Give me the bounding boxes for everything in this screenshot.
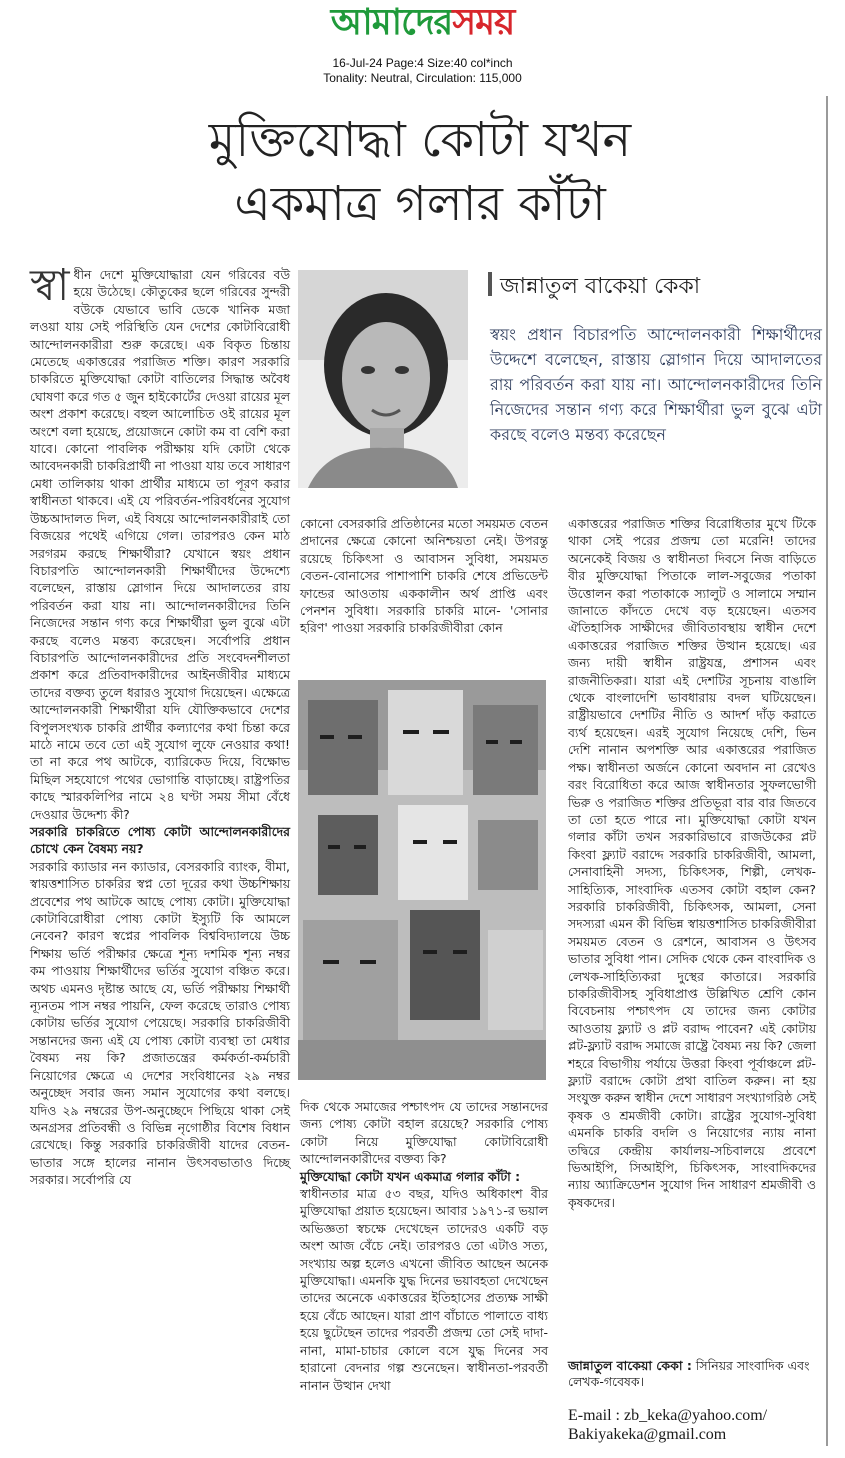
- byline-bar: [488, 272, 492, 296]
- byline-author: জান্নাতুল বাকেয়া কেকা: [500, 274, 701, 299]
- clipping-meta-line2: Tonality: Neutral, Circulation: 115,000: [323, 71, 522, 85]
- headline-line1: মুক্তিযোদ্ধা কোটা যখন: [208, 112, 632, 168]
- author-photo: [298, 270, 468, 488]
- author-note-role: সিনিয়র সাংবাদিক এবং লেখক-গবেষক।: [568, 1358, 810, 1389]
- logo-part1: আমাদের: [330, 2, 453, 43]
- faces-illustration: [298, 680, 546, 1080]
- article-illustration: [298, 680, 546, 1080]
- col1-paragraph-1: ধীন দেশে মুক্তিযোদ্ধারা যেন গরিবের বউ হয়ে উঠেছে। কৌতুকের ছলে গরিবের সুন্দরী বউকে যেভাবে ভাবি ডেকে খানিক মজা লওয়া যায় সেই পরিস্থিতি যেন দেশের কোটাবিরোধী আন্দোলনকারীরা শুরু করেছে। এক বিকৃত চিন্তায় মেতেছে একাত্তরের পরাজিত শক্তি। কারণ সরকারি চাকরিতে মুক্তিযোদ্ধা কোটা বাতিলের সিদ্ধান্ত অবৈধ ঘোষণা করে গত ৫ জুন হাইকোর্টের দেওয়া রায়ের মূল অংশ প্রকাশ করেছে। বহুল আলোচিত ওই রায়ের মূল অংশে বলা হয়েছে, প্রয়োজনে কোটা কম বা বেশি করা যাবে। কোনো পাবলিক পরীক্ষায় যদি কোটা থেকে আবেদনকারী চাকরিপ্রার্থী না পাওয়া যায় তবে সাধারণ মেধা তালিকায় থাকা প্রার্থীর মাধ্যমে তা পূরণ করার স্বাধীনতা থাকবে। এই যে পরিবর্তন-পরিবর্ধনের সুযোগ উচ্চআদালত দিল, এই বিষয়ে আন্দোলনকারীরাই তো বিজয়ের পথেই এগিয়ে গেল। তারপরও কেন মাঠ সরগরম করছে শিক্ষার্থীরা? যেখানে স্বয়ং প্রধান বিচারপতি আন্দোলনকারী শিক্ষার্থীদের উদ্দেশ্যে বলেছেন, রাস্তায় স্লোগান দিয়ে আদালতের রায় পরিবর্তন করা যায় না। আন্দোলনকারীদের তিনি নিজেদের সন্তান গণ্য করে শিক্ষার্থীরা ভুল বুঝে এটা করছে বলেও মন্তব্য করেছেন। সর্বোপরি প্রধান বিচারপতি আন্দোলনকারীদের প্রতি সংবেদনশীলতা প্রকাশ করে প্রতিবাদকারীদের আইনজীবীর মাধ্যমে তাদের বক্তব্য তুলে ধরারও সুযোগ দিয়েছেন। এক্ষেত্রে আন্দোলনকারী শিক্ষার্থীরা যদি যৌক্তিকভাবে দেশের বিপুলসংখ্যক চাকরি প্রার্থীর কল্যাণের কথা চিন্তা করে মাঠে নামে তবে তো এই সুযোগ লুফে নেওয়ার কথা! তা না করে পথ আটকে, ব্যারিকেড দিয়ে, বিক্ষোভ মিছিল সহযোগে পথের ভোগান্তি বাড়াচ্ছে। রাষ্ট্রপতির কাছে স্মারকলিপির নামে ২৪ ঘণ্টা সময় সীমা বেঁধে দেওয়ার উদ্দেশ্য কী?: [30, 267, 290, 822]
- col2-subheading: মুক্তিযোদ্ধা কোটা যখন একমাত্র গলার কাঁটা :: [300, 1168, 521, 1184]
- col2-paragraph-1: কোনো বেসরকারি প্রতিষ্ঠানের মতো সময়মত বেতন প্রদানের ক্ষেত্রে কোনো অনিশ্চয়তা নেই। উপরন্তু রয়েছে চিকিৎসা ও আবাসন সুবিধা, সময়মত বেতন-বোনাসের পাশাপাশি চাকরি শেষে প্রভিডেন্ট ফান্ডের আওতায় এককালীন অর্থ প্রাপ্তি এবং পেনশন সুবিধা। সরকারি চাকরি মানে- 'সোনার হরিণ' পাওয়া সরকারি চাকরিজীবীরা কোন: [300, 516, 548, 636]
- author-note-name: জান্নাতুল বাকেয়া কেকা :: [568, 1358, 692, 1373]
- column-divider: [826, 96, 828, 1446]
- article-column-3: [568, 515, 816, 1211]
- col2-paragraph-2: দিক থেকে সমাজের পশ্চাৎপদ যে তাদের সন্তানদের জন্য পোষ্য কোটা বহাল রয়েছে? সরকারি পোষ্য কোটা নিয়ে মুক্তিযোদ্ধা কোটাবিরোধী আন্দোলনকারীদের বক্তব্য কি?: [300, 1099, 548, 1167]
- clipping-meta-line1: 16-Jul-24 Page:4 Size:40 col*inch: [332, 56, 513, 70]
- pull-quote: স্বয়ং প্রধান বিচারপতি আন্দোলনকারী শিক্ষার্থীদের উদ্দেশে বলেছেন, রাস্তায় স্লোগান দিয়ে আদালতের রায় পরিবর্তন করা যায় না। আন্দোলনকারীদের তিনি নিজেদের সন্তান গণ্য করে শিক্ষার্থীরা ভুল বুঝে এটা করছে বলেও মন্তব্য করেছেন: [490, 325, 822, 444]
- drop-cap: স্বা: [30, 260, 70, 311]
- email-line2: Bakiyakeka@gmail.com: [568, 1426, 727, 1443]
- col3-paragraph-1: একাত্তরের পরাজিত শক্তির বিরোধিতার মুখে টিকে থাকা সেই পরের প্রজন্ম তো মরেনি! তাদের অনেকেই বিজয় ও স্বাধীনতা দিবসে নিজ বাড়িতে বীর মুক্তিযোদ্ধা পিতাকে লাল-সবুজের পতাকা উত্তোলন করা পতাকাকে স্যালুট ও সালামে সম্মান জানাতে কাঁদতে দেখে বড় হয়েছেন। এতসব ঐতিহাসিক সাক্ষীদের জীবিতাবস্থায় স্বাধীন দেশে একাত্তরের পরাজিত শক্তির উত্থান হয়েছে। এর জন্য দায়ী স্বাধীন রাষ্ট্রযন্ত্র, প্রশাসন এবং রাজনীতিকরা। যারা এই দেশটির সূচনায় বাঙালি থেকে বাংলাদেশি ভাবধারায় বদল ঘটিয়েছেন। রাষ্ট্রীয়ভাবে দেশটির নীতি ও আদর্শ দাঁড় করাতে ব্যর্থ হয়েছেন। এরই সুযোগ নিয়েছে দেশি, ভিন দেশি নানান অপশক্তি আর একাত্তরের পরাজিত পক্ষ। স্বাধীনতা অর্জনে কোনো অবদান না রেখেও বরং বিরোধিতা করে আজ স্বাধীনতার সুফলভোগী ভিরু ও পরাজিত শক্তির প্রতিভূরা বার বার জিতবে তা তো হতে পারে না। মুক্তিযোদ্ধা কোটা যখন গলার কাঁটা তখন সরকারিভাবে রাজউকের প্লট কিংবা ফ্ল্যাট বরাদ্দে সরকারি চাকরিজীবী, আমলা, সেনাবাহিনী সদস্য, চিকিৎসক, শিল্পী, লেখক-সাহিত্যিক, সাংবাদিক এতসব কোটা বহাল কেন? সরকারি চাকরিজীবী, চিকিৎসক, আমলা, সেনা সদস্যরা এমন কী বিভিন্ন স্বায়ত্তশাসিত চাকরিজীবীরা সময়মত বেতন ও রেশনে, আবাসন ও উৎসব ভাতার সুবিধা পান। সেদিক থেকে কেন বাংবাদিক ও লেখক-সাহিত্যিকরা দুস্থের কাতারে। সরকারি চাকরিজীবীসহ সুবিধাপ্রাপ্ত উল্লিখিত শ্রেণি কোন বিবেচনায় পশ্চাৎপদ যে তাদের জন্য কোটার আওতায় ফ্ল্যাট ও প্লট বরাদ্দ পাবেন? এই কোটায় প্লট-ফ্ল্যাট বরাদ্দ সমাজে রাষ্ট্রে বৈষম্য নয় কি? জেলা শহরে বিভাগীয় পর্যায়ে উত্তরা কিংবা পূর্বাঞ্চলে প্লট-ফ্ল্যাট বরাদ্দে কোটা প্রথা বাতিল করুন। না হয় সংযুক্ত করুন স্বাধীন দেশে সাধারণ সংখ্যাগরিষ্ঠ সেই কৃষক ও শ্রমজীবী কোটা। রাষ্ট্রের সুযোগ-সুবিধা এমনকি চাকরি বদলি ও নিয়োগের ন্যায় নানা তদ্বিরে কেন্দ্রীয় কার্যালয়-সচিবালয়ে প্রবেশে ভিআইপি, সিআইপি, চিকিৎসক, সাংবাদিকদের ন্যায় অ্যাক্রিডেশন সুযোগ দিন সাধারণ শ্রমজীবী ও কৃষকদের।: [568, 516, 816, 1210]
- author-portrait-image: [298, 270, 468, 488]
- col2-paragraph-3: স্বাধীনতার মাত্র ৫৩ বছর, যদিও অধিকাংশ বীর মুক্তিযোদ্ধা প্রয়াত হয়েছেন। আবার ১৯৭১-র ভয়াল অভিজ্ঞতা স্বচক্ষে দেখেছেন তাদেরও একটি বড় অংশ আজ বেঁচে নেই। তারপরও তো এটাও সত্য, সংখ্যায় অল্প হলেও এখনো জীবিত আছেন অনেক মুক্তিযোদ্ধা। এমনকি যুদ্ধ দিনের ভয়াবহতা দেখেছেন তাদের অনেকে একাত্তরের ইতিহাসের প্রত্যক্ষ সাক্ষী হয়ে বেঁচে আছেন। যারা প্রাণ বাঁচাতে পালাতে বাধ্য হয়ে ছুটেছেন তাদের পরবর্তী প্রজন্ম তো সেই দাদা-নানা, মামা-চাচার কোলে বসে যুদ্ধ দিনের সব হারানো বেদনার গল্প শুনেছেন। স্বাধীনতা-পরবর্তী নানান উত্থান দেখা: [300, 1186, 548, 1393]
- article-column-1: [30, 260, 290, 1189]
- byline: [488, 270, 818, 304]
- article-column-2-top: [300, 515, 548, 637]
- newspaper-logo: [331, 2, 515, 44]
- author-note: [568, 1358, 823, 1390]
- col1-subheading: সরকারি চাকরিতে পোষ্য কোটা আন্দোলনকারীদের চোখে কেন বৈষম্য নয়?: [30, 824, 290, 857]
- masthead: [0, 2, 845, 44]
- author-email: [568, 1406, 823, 1444]
- headline: [60, 108, 780, 236]
- col1-paragraph-2: সরকারি ক্যাডার নন ক্যাডার, বেসরকারি ব্যাংক, বীমা, স্বায়ত্তশাসিত চাকরির স্বপ্ন তো দূরের কথা উচ্চশিক্ষায় প্রবেশের পথ আটকে আছে পোষ্য কোটা। মুক্তিযোদ্ধা কোটাবিরোধীরা পোষ্য কোটা ইস্যুটি কি আমলে নেবেন? কারণ স্বপ্নের পাবলিক বিশ্ববিদ্যালয়ে উচ্চ শিক্ষায় ভর্তি পরীক্ষার ক্ষেত্রে শূন্য দশমিক শূন্য নম্বর কম পাওয়ায় শিক্ষার্থীদের ভর্তির সুযোগ বঞ্চিত করে। অথচ এমনও দৃষ্টান্ত আছে যে, ভর্তি পরীক্ষায় শিক্ষার্থী ন্যূনতম পাস নম্বর পায়নি, ফেল করেছে তারাও পোষ্য কোটায় ভর্তির সুযোগ পেয়েছে। সরকারি চাকরিজীবী সন্তানদের জন্য এই যে পোষ্য কোটা ব্যবস্থা তা মেধার বৈষম্য নয় কি? প্রজাতন্ত্রের কর্মকর্তা-কর্মচারী নিয়োগের ক্ষেত্রে এ দেশের সংবিধানের ২৯ নম্বর অনুচ্ছেদ সবার জন্য সমান সুযোগের কথা বলছে। যদিও ২৯ নম্বরের উপ-অনুচ্ছেদে পিছিয়ে থাকা সেই অনগ্রসর প্রতিবন্ধী ও বিভিন্ন নৃগোষ্ঠীর বিশেষ বিধান রেখেছে। কিন্তু সরকারি চাকরিজীবী যাদের বেতন-ভাতার সঙ্গে হালের নানান উৎসবভাতাও দিচ্ছে সরকার। সর্বোপরি যে: [30, 858, 290, 1188]
- email-line1: E-mail : zb_keka@yahoo.com/: [568, 1407, 768, 1424]
- logo-part2: সময়: [452, 2, 515, 43]
- article-column-2-bottom: [300, 1098, 548, 1394]
- headline-line2: একমাত্র গলার কাঁটা: [234, 176, 606, 232]
